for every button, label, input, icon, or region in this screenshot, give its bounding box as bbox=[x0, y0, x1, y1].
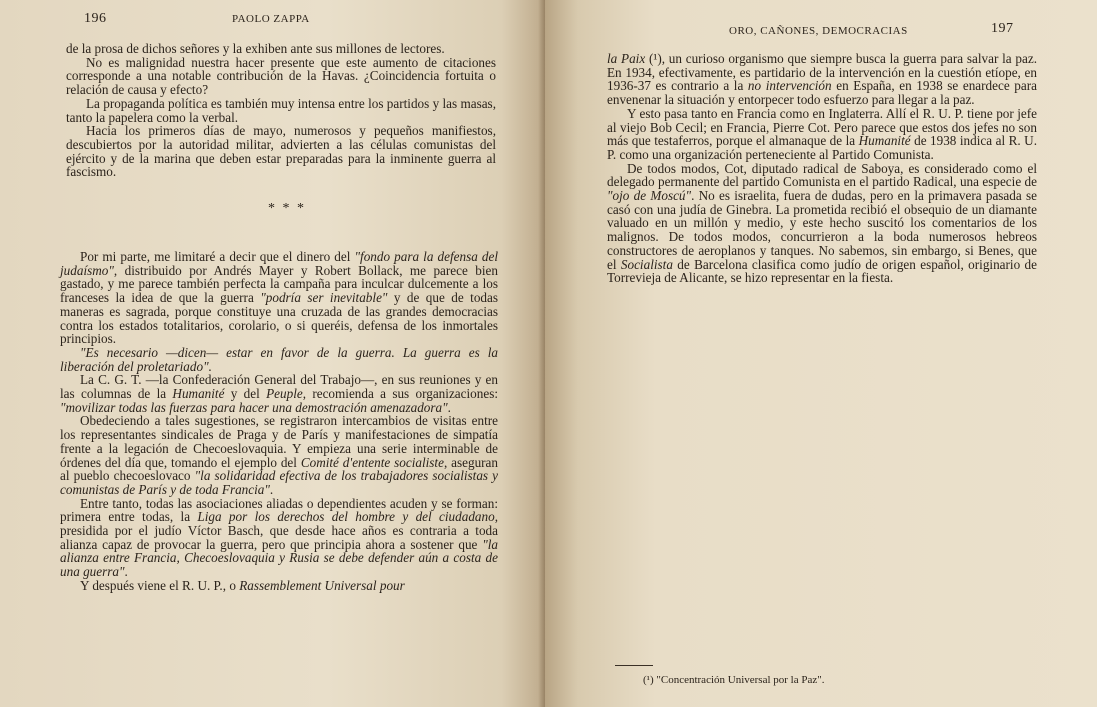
paragraph: La propaganda política es también muy intensa entre los partidos y las masas, tanto la papelera como la verbal. bbox=[66, 95, 496, 125]
left-page bbox=[0, 0, 545, 707]
page-number-right: 197 bbox=[991, 21, 1014, 36]
paragraph: de la prosa de dichos señores y la exhiben ante sus millones de lectores. bbox=[66, 41, 445, 56]
paragraph: La C. G. T. —la Confederación General del Trabajo—, en sus reuniones y en las columnas de la Humanité y del Peuple, recomienda a sus organizaciones: "movilizar todas las fuerzas para hacer una demostración amenazadora". bbox=[60, 372, 499, 415]
paragraph: No es malignidad nuestra hacer presente que este aumento de citaciones corresponde a una notable contribución de la Havas. ¿Coincidencia fortuita o relación de causa y efecto? bbox=[66, 54, 496, 98]
footnote: (¹) "Concentración Universal por la Paz". bbox=[643, 674, 825, 686]
paragraph: Entre tanto, todas las asociaciones aliadas o dependientes acuden y se forman: primera entre todas, la Liga por los derechos del hombre y del ciudadano, presidida por el judío Víctor Basch, que desde hace años es contraria a toda alianza capaz de provocar la guerra, pero que principia ahora a sostener que "la alianza entre Francia, Checoeslovaquia y Rusia se debe defender aún a costa de una guerra". bbox=[60, 495, 498, 580]
paragraph: Y esto pasa tanto en Francia como en Inglaterra. Allí el R. U. P. tiene por jefe al viejo Bob Cecil; en Francia, Pierre Cot. Pero parece que estos dos jefes no son más que testaferros, porque el almanaque de la Humanité de 1938 indica al R. U. P. como una organización perteneciente al Partido Comunista. bbox=[607, 105, 1037, 162]
right-page bbox=[545, 0, 1097, 707]
running-head-right: ORO, CAÑONES, DEMOCRACIAS bbox=[729, 25, 908, 37]
running-head-left: PAOLO ZAPPA bbox=[232, 13, 310, 25]
paragraph: la Paix (¹), un curioso organismo que siempre busca la guerra para salvar la paz. En 1934, efectivamente, es partidario de la intervención en la cuestión etíope, en 1936-37 es contrario a la no intervención en España, en 1938 se enardece para envenenar la situación y entorpecer todo esfuerzo para llegar a la paz. bbox=[607, 51, 1037, 108]
paragraph: Obedeciendo a tales sugestiones, se registraron intercambios de visitas entre los representantes sindicales de Praga y de París y manifestaciones de simpatía frente a la legación de Checoeslovaquia. Y empieza una serie interminable de órdenes del día que, tomando el ejemplo del Comité d'entente socialiste, aseguran al pueblo checoeslovaco "la solidaridad efectiva de los trabajadores socialistas y comunistas de París y de toda Francia". bbox=[60, 413, 499, 497]
section-separator: * * * bbox=[268, 201, 306, 216]
footnote-rule bbox=[615, 665, 653, 666]
paragraph: "Es necesario —dicen— estar en favor de la guerra. La guerra es la liberación del proletariado". bbox=[60, 344, 498, 374]
paragraph: De todos modos, Cot, diputado radical de Saboya, es considerado como el delegado permanente del partido Comunista en el partido Radical, una especie de "ojo de Moscú". No es israelita, fuera de dudas, pero en la primavera pasada se casó con una judía de Ginebra. La prometida recibió el obsequio de un diamante valuado en un millón y medio, y este hecho suscitó los comentarios de los malignos. De todos modos, concurrieron a la boda numerosos hebreos constructores de aeroplanos y tanques. No sabemos, sin embargo, si Benes, que el Socialista de Barcelona clasifica como judío de origen español, originario de Torrevieja de Alicante, se hizo representar en la fiesta. bbox=[607, 160, 1037, 286]
paragraph: Y después viene el R. U. P., o Rassemblement Universal pour bbox=[80, 577, 405, 593]
paragraph: Hacia los primeros días de mayo, numerosos y pequeños manifiestos, descubiertos por la autoridad militar, advierten a las células comunistas del ejército y de la marina que deben estar preparadas para la inminente guerra al fascismo. bbox=[66, 123, 496, 180]
left-text-bottom bbox=[60, 250, 498, 593]
page-number-left: 196 bbox=[84, 11, 107, 26]
left-text-top bbox=[66, 42, 496, 179]
paragraph: Por mi parte, me limitaré a decir que el dinero del "fondo para la defensa del judaísmo", distribuido por Andrés Mayer y Robert Bollack, me parece bien gastado, y me parece también perfecta la campaña para inculcar dulcemente a los franceses la idea de que la guerra "podría ser inevitable" y de que de todas maneras es sagrada, porque constituye una cruzada de las grandes democracias contra los estados totalitarios, corolario, o si queréis, defensa de los inmortales principios. bbox=[60, 249, 498, 347]
right-text bbox=[607, 52, 1037, 285]
